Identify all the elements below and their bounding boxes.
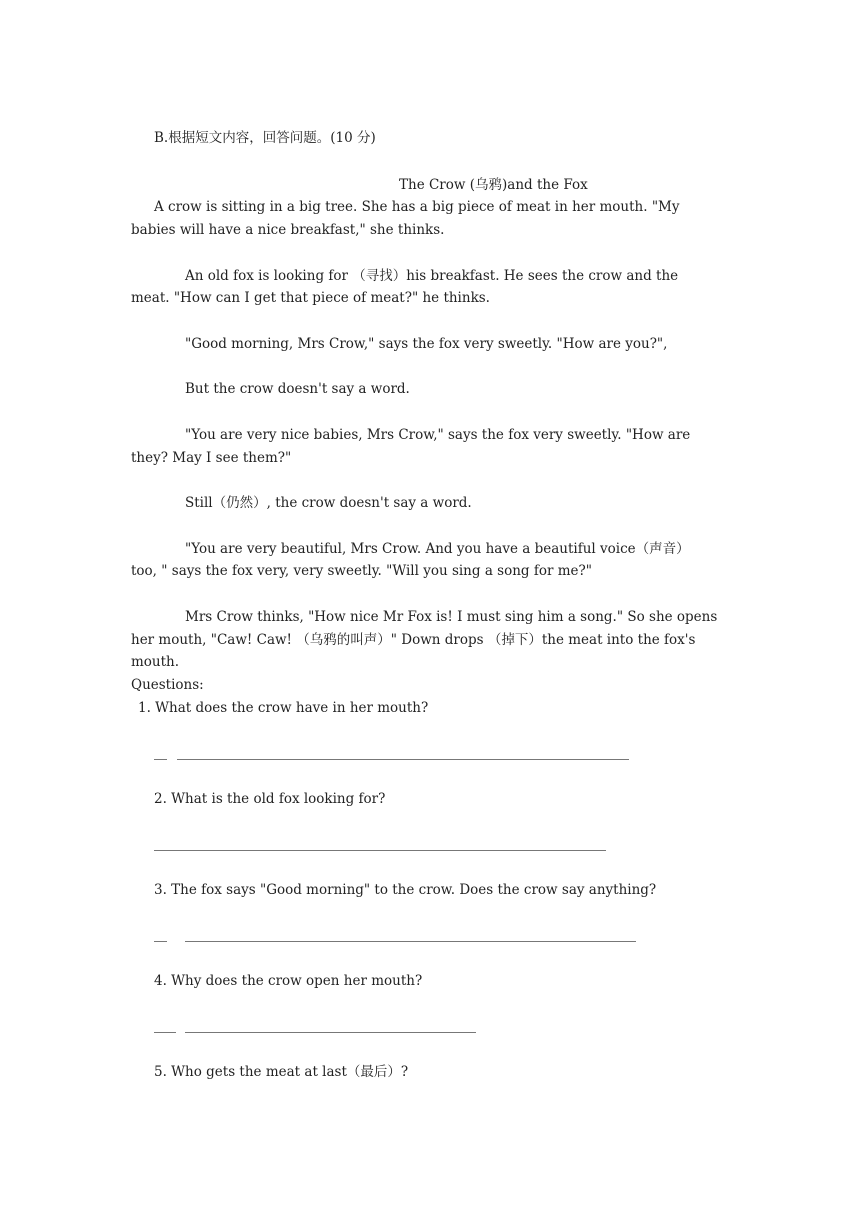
paragraph-2-line-2: meat. "How can I get that piece of meat?" he thinks. [131,290,490,306]
question-3: 3. The fox says "Good morning" to the crow. Does the crow say anything? [154,882,657,898]
paragraph-8-line-2: her mouth, "Caw! Caw! （乌鸦的叫声）" Down drops （掉下）the meat into the fox's [131,632,696,648]
paragraph-7-line-2: too, " says the fox very, very sweetly. "Will you sing a song for me?" [131,563,592,579]
answer-line-4b [185,1032,476,1033]
paragraph-4-line-1: But the crow doesn't say a word. [185,381,410,397]
answer-line-4a [154,1032,176,1033]
question-5: 5. Who gets the meat at last（最后）? [154,1064,409,1080]
paragraph-8-line-1: Mrs Crow thinks, "How nice Mr Fox is! I must sing him a song." So she opens [185,609,718,625]
answer-line-1a [154,759,167,760]
answer-line-3b [185,941,636,942]
answer-line-3a [154,941,167,942]
paragraph-1-line-1: A crow is sitting in a big tree. She has a big piece of meat in her mouth. "My [154,199,680,215]
question-4: 4. Why does the crow open her mouth? [154,973,423,989]
paragraph-3-line-1: "Good morning, Mrs Crow," says the fox very sweetly. "How are you?", [185,336,668,352]
section-heading: B.根据短文内容，回答问题。(10 分) [154,130,376,146]
question-1: 1. What does the crow have in her mouth? [138,700,429,716]
question-2: 2. What is the old fox looking for? [154,791,386,807]
answer-line-1b [177,759,629,760]
paragraph-5-line-1: "You are very nice babies, Mrs Crow," says the fox very sweetly. "How are [185,427,691,443]
paragraph-5-line-2: they? May I see them?" [131,450,292,466]
paragraph-1-line-2: babies will have a nice breakfast," she thinks. [131,222,445,238]
questions-label: Questions: [131,677,204,693]
paragraph-8-line-3: mouth. [131,654,180,670]
paragraph-7-line-1: "You are very beautiful, Mrs Crow. And you have a beautiful voice（声音） [185,541,690,557]
paragraph-2-line-1: An old fox is looking for （寻找）his breakfast. He sees the crow and the [185,268,679,284]
answer-line-2 [154,850,606,851]
paragraph-6-line-1: Still（仍然）, the crow doesn't say a word. [185,495,472,511]
story-title: The Crow (乌鸦)and the Fox [399,177,588,193]
